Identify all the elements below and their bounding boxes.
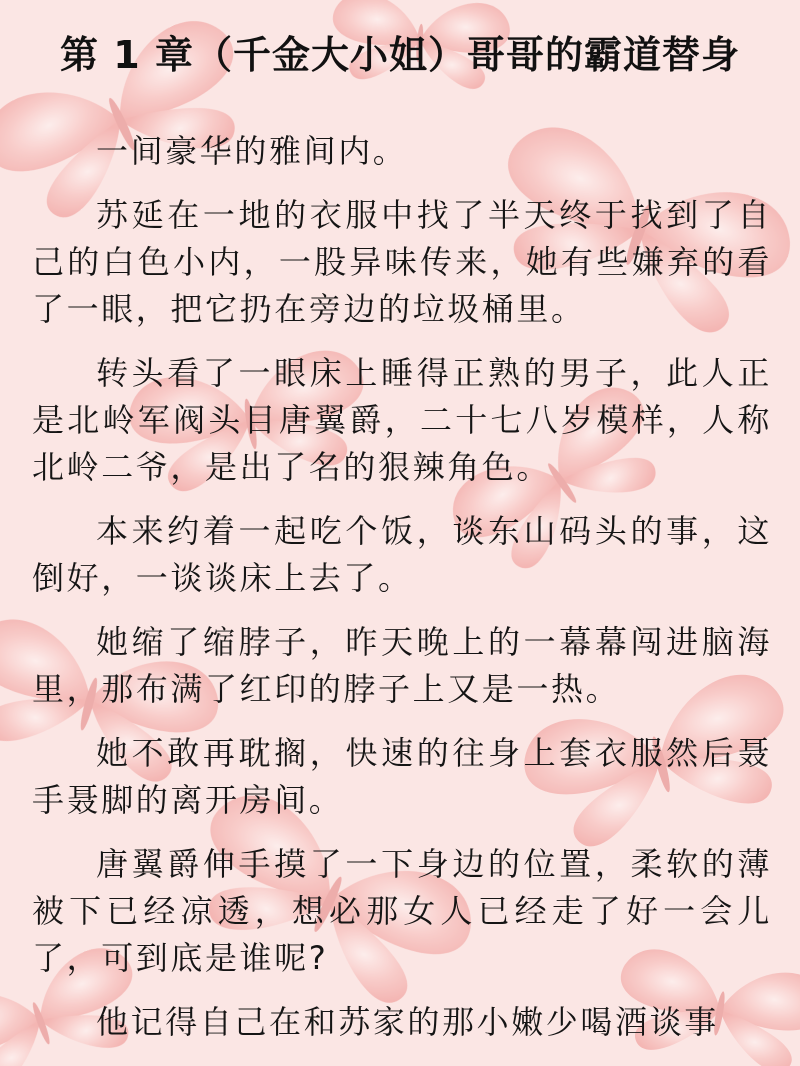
paragraph: 他记得自己在和苏家的那小嫩少喝酒谈事 bbox=[96, 1003, 719, 1041]
paragraph: 唐翼爵伸手摸了一下身边的位置，柔软的薄被下已经凉透，想必那女人已经走了好一会儿了，可到底是谁呢? bbox=[32, 845, 772, 977]
paragraph: 一间豪华的雅间内。 bbox=[96, 132, 408, 170]
paragraph: 她不敢再耽搁，快速的往身上套衣服然后聂手聂脚的离开房间。 bbox=[32, 734, 772, 819]
article-body bbox=[32, 128, 772, 1063]
paragraph: 本来约着一起吃个饭，谈东山码头的事，这倒好，一谈谈床上去了。 bbox=[32, 512, 772, 597]
chapter-title: 第 1 章（千金大小姐）哥哥的霸道替身 bbox=[60, 33, 740, 77]
paragraph: 她缩了缩脖子，昨天晚上的一幕幕闯进脑海里，那布满了红印的脖子上又是一热。 bbox=[32, 623, 772, 708]
paragraph: 转头看了一眼床上睡得正熟的男子，此人正是北岭军阀头目唐翼爵，二十七八岁模样，人称北岭二爷，是出了名的狠辣角色。 bbox=[32, 354, 772, 486]
paragraph: 苏延在一地的衣服中找了半天终于找到了自己的白色小内，一股异味传来，她有些嫌弃的看了一眼，把它扔在旁边的垃圾桶里。 bbox=[32, 196, 772, 328]
